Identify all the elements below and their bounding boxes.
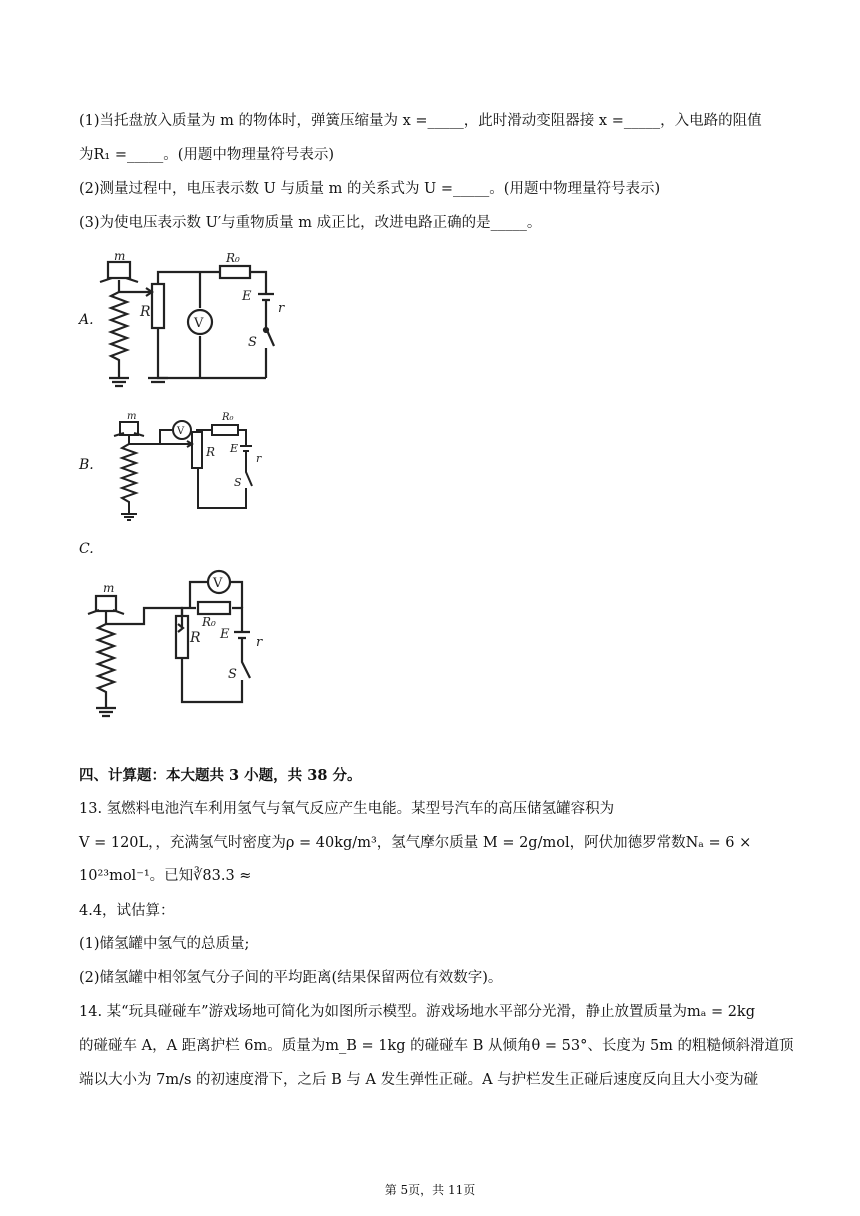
q13-line1: 13. 氢燃料电池汽车利用氢气与氧气反应产生电能。某型号汽车的高压储氢罐容积为 [79, 801, 615, 817]
svg-text:R: R [190, 630, 201, 646]
svg-text:E: E [230, 442, 239, 455]
rheostat-r [152, 284, 164, 328]
svg-text:R: R [140, 304, 151, 320]
q13-line4: 4.4，试估算： [79, 903, 175, 919]
svg-text:r: r [256, 635, 263, 650]
svg-text:S: S [228, 667, 237, 682]
q14-line1: 14. 某“玩具碰碰车”游戏场地可简化为如图所示模型。游戏场地水平部分光滑，静止放置质量为mₐ = 2kg [79, 1004, 755, 1020]
option-c-label: C. [79, 541, 94, 557]
svg-text:S: S [248, 335, 257, 350]
q12-part3: (3)为使电压表示数 U′与重物质量 m 成正比，改进电路正确的是_____。 [79, 215, 542, 231]
circuit-diagram-b [112, 408, 272, 528]
svg-text:R₀: R₀ [222, 412, 234, 423]
svg-text:m: m [103, 581, 115, 595]
q13-line2: V = 120L，，充满氢气时密度为ρ = 40kg/m³，氢气摩尔质量 M = 2g/mol，阿伏加德罗常数Nₐ = 6 × [79, 835, 752, 851]
svg-text:E: E [220, 627, 230, 642]
q14-line2: 的碰碰车 A，A 距离护栏 6m。质量为m_B = 1kg 的碰碰车 B 从倾角θ = 53°、长度为 5m 的粗糙倾斜滑道顶 [79, 1038, 794, 1054]
page-footer: 第 5页，共 11页 [384, 1183, 476, 1197]
option-b-label: B. [79, 457, 94, 473]
q12-part1-line2: 为R₁ =_____。(用题中物理量符号表示) [79, 147, 335, 163]
section-4-heading: 四、计算题：本大题共 3 小题，共 38 分。 [79, 767, 362, 784]
q12-part1-line1: (1)当托盘放入质量为 m 的物体时，弹簧压缩量为 x =_____，此时滑动变阻器接 x =_____，入电路的阻值 [79, 113, 762, 129]
circuit-diagram-c [86, 568, 286, 718]
circuit-diagram-a [96, 250, 296, 390]
svg-text:R₀: R₀ [202, 615, 216, 629]
svg-text:V: V [177, 426, 185, 437]
q13-part2: (2)储氢罐中相邻氢气分子间的平均距离(结果保留两位有效数字)。 [79, 970, 503, 986]
svg-text:m: m [114, 250, 126, 263]
svg-text:V: V [213, 576, 223, 591]
svg-text:S: S [234, 476, 242, 489]
svg-text:m: m [127, 411, 137, 422]
svg-text:V: V [194, 316, 204, 331]
q12-part2: (2)测量过程中，电压表示数 U 与质量 m 的关系式为 U =_____。(用题中物理量符号表示) [79, 181, 661, 197]
svg-text:R: R [206, 445, 216, 459]
q13-part1: (1)储氢罐中氢气的总质量; [79, 936, 250, 952]
option-a-label: A. [79, 312, 94, 328]
mass-block [108, 262, 130, 278]
svg-text:r: r [256, 452, 262, 465]
spring [111, 280, 127, 378]
svg-text:r: r [278, 301, 285, 316]
svg-text:E: E [242, 289, 252, 304]
q13-line3: 10²³mol⁻¹。已知∛83.3 ≈ [79, 868, 252, 884]
svg-text:R₀: R₀ [226, 251, 240, 265]
q14-line3: 端以大小为 7m/s 的初速度滑下，之后 B 与 A 发生弹性正碰。A 与护栏发生正碰后速度反向且大小变为碰 [79, 1072, 759, 1088]
